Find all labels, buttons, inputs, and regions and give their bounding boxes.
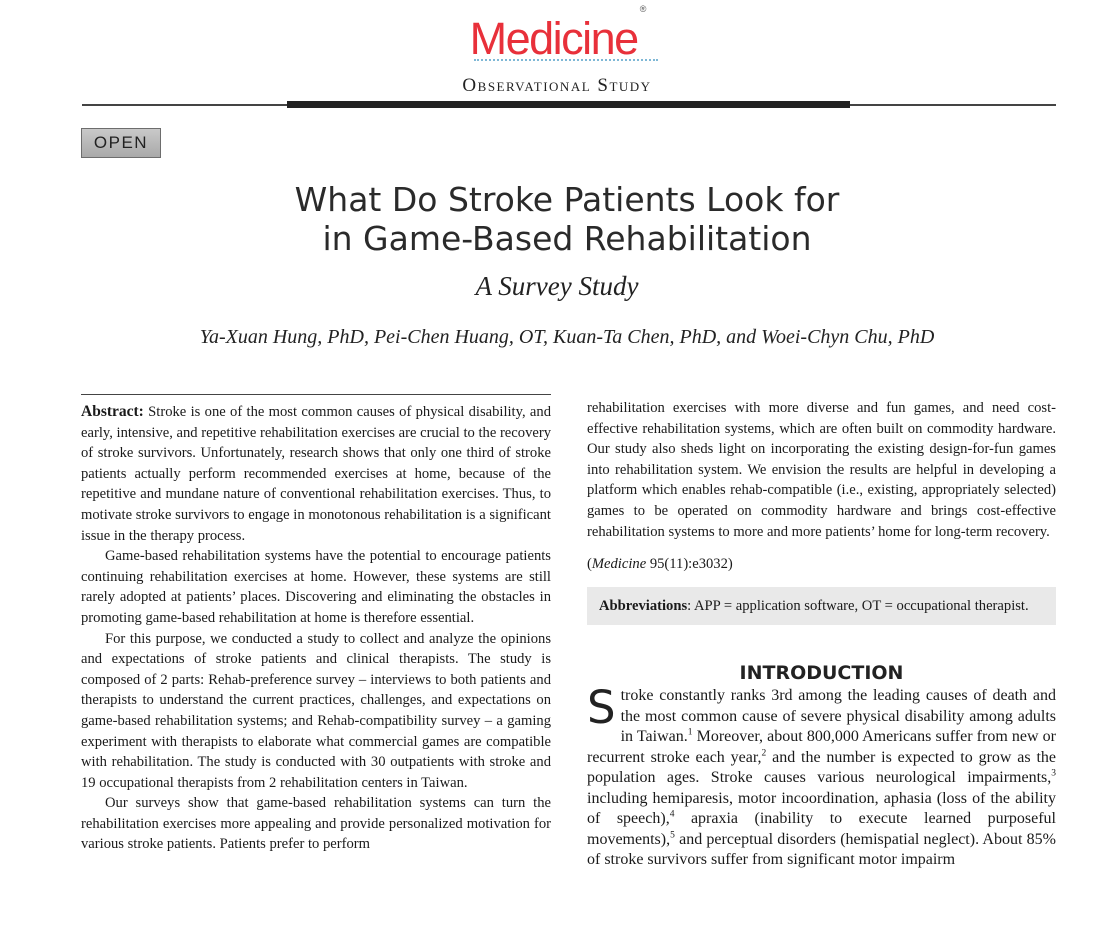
registered-mark: ® [639, 4, 647, 14]
open-access-badge: OPEN [81, 128, 161, 158]
reference-2-link[interactable]: 2 [761, 748, 767, 759]
citation-ref: 95(11):e3032) [646, 556, 733, 573]
abstract-paragraph-4: Our surveys show that game-based rehabilitation systems can turn the rehabilitation exercises more appealing and provide personalized motivation for various stroke patients. Patients prefer to perform [81, 795, 551, 853]
logo-underline [474, 59, 658, 61]
reference-5-link[interactable]: 5 [670, 830, 675, 841]
intro-seg-4: including hemiparesis, motor incoordination, aphasia (loss of the ability of speech), [587, 789, 1056, 828]
introduction-heading: INTRODUCTION [739, 662, 904, 685]
journal-name: Medicine [469, 13, 638, 64]
header-rule-bold [287, 101, 850, 108]
title-line-2: in Game-Based Rehabilitation [322, 219, 812, 258]
introduction-paragraph [587, 681, 1057, 871]
abstract-paragraph-4-continued: rehabilitation exercises with more diverse and fun games, and need cost-effective rehabilitation systems, which are often built on commodity hardware. Our study also sheds light on incorporating the existing design-for-fun games into rehabilitation system. We envision the results are helpful in developing a platform which enables rehab-compatible (i.e., existing, appropriately selected) games to be operated on commodity hardware and brings cost-effective rehabilitation systems to more and more patients’ home for long-term recovery. [587, 400, 1056, 540]
reference-3-link[interactable]: 3 [1051, 769, 1056, 780]
intro-seg-5: apraxia (inability to execute learned purposeful movements), [587, 810, 1057, 848]
abstract-paragraph-2: Game-based rehabilitation systems have the potential to encourage patients continuing rehabilitation exercises at home. However, these systems are still rarely adopted at patients’ places. Discovering and eliminating the obstacles in promoting game-based rehabilitation at home is therefore essential. [81, 548, 551, 626]
citation-paren: ( [587, 556, 592, 573]
abstract-paragraph-1 [81, 402, 551, 546]
author-list: Ya-Xuan Hung, PhD, Pei-Chen Huang, OT, Kuan-Ta Chen, PhD, and Woei-Chyn Chu, PhD [199, 326, 935, 348]
abstract-text-1: Stroke is one of the most common causes of physical disability, and early, intensive, and repetitive rehabilitation exercises are crucial to the recovery of stroke survivors. Unfortunately, research shows that only one third of stroke patients actually perform recommended exercises at home, because of the repetitive and mundane nature of conventional rehabilitation exercises. Thus, to motivate stroke survivors to engage in monotonous rehabilitation is a significant issue in the therapy process. [81, 404, 551, 544]
article-title [100, 180, 1034, 258]
abbreviations-text: : APP = application software, OT = occupational therapist. [687, 597, 1029, 614]
article-type: Observational Study [462, 75, 652, 96]
citation-journal: Medicine [591, 556, 647, 573]
abbreviations-box [587, 587, 1056, 626]
intro-seg-3: and the number is expected to grow as the population ages. Stroke causes various neurological impairments, [587, 748, 1057, 787]
title-line-1: What Do Stroke Patients Look for [294, 180, 840, 219]
right-column [587, 398, 1056, 871]
drop-cap: S [587, 681, 616, 735]
reference-1-link[interactable]: 1 [687, 728, 693, 739]
abstract-left-column [81, 402, 551, 855]
abstract-heading: Abstract: [81, 403, 144, 420]
abbreviations-label: Abbreviations [599, 597, 688, 614]
intro-seg-1: troke constantly ranks 3rd among the leading causes of death and the most common cause of severe physical disability among adults in Taiwan. [620, 687, 1056, 746]
abstract-rule [81, 394, 551, 395]
citation [587, 554, 1056, 575]
abstract-paragraph-3: For this purpose, we conducted a study to collect and analyze the opinions and expectations of stroke patients and clinical therapists. The study is composed of 2 parts: Rehab-preference survey – interviews to both patients and therapists to understand the current practices, challenges, and expectations on game-based rehabilitation systems; and Rehab-compatibility survey – a gaming experiment with therapists to elaborate what commercial games are compatible with rehabilitation. The study is conducted with 30 outpatients with stroke and 19 occupational therapists from 2 rehabilitation centers in Taiwan. [81, 630, 551, 791]
reference-4-link[interactable]: 4 [669, 810, 675, 821]
intro-seg-2: Moreover, about 800,000 Americans suffer from new or recurrent stroke each year, [587, 728, 1056, 766]
intro-seg-6: and perceptual disorders (hemispatial neglect). About 85% of stroke survivors suffer from significant motor impairm [587, 830, 1056, 869]
article-subtitle: A Survey Study [475, 271, 639, 301]
